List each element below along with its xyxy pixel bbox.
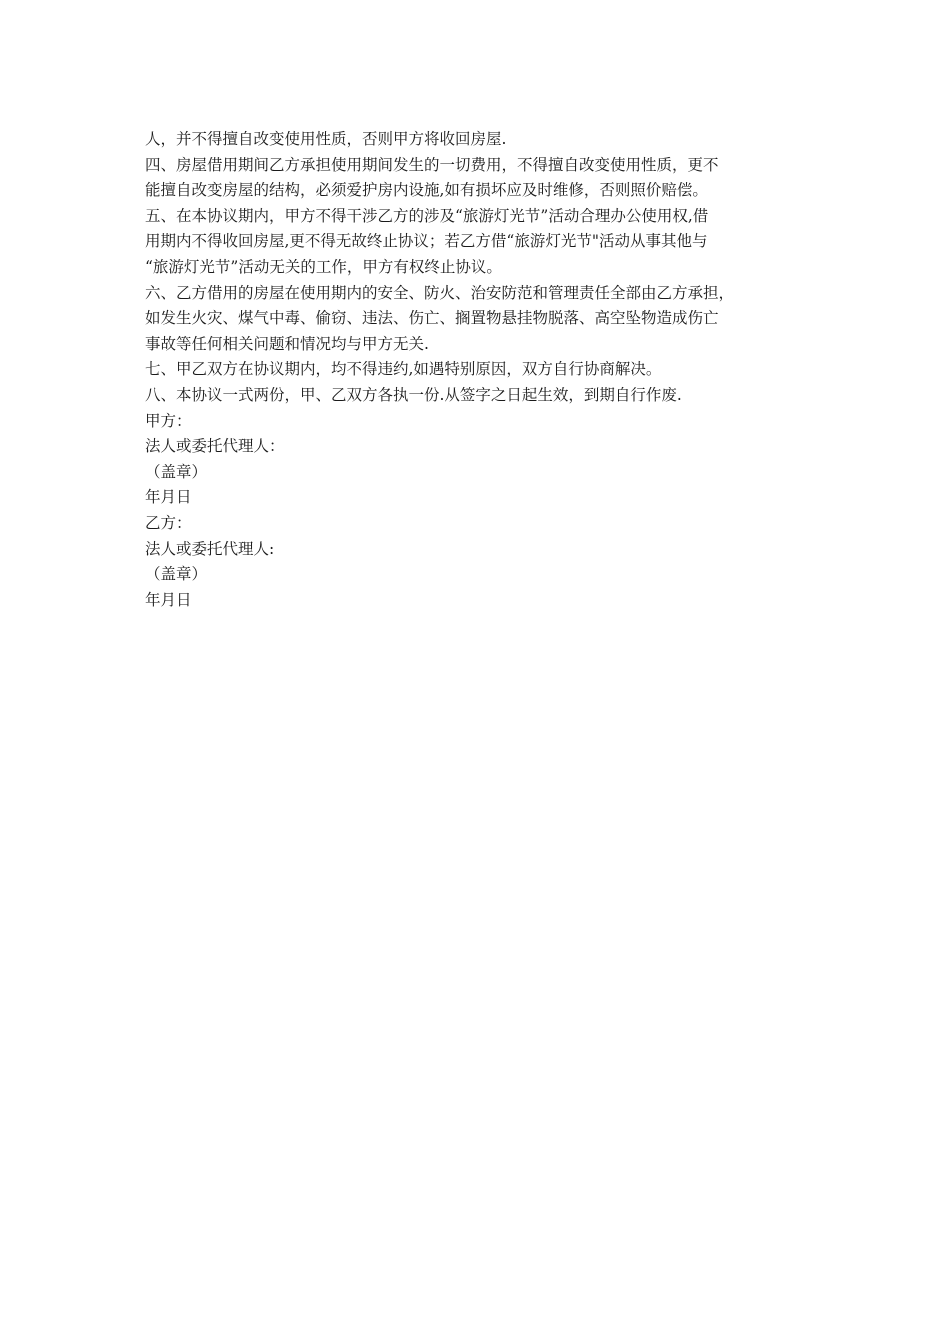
party-a-representative-label: 法人或委托代理人：: [145, 437, 285, 456]
text-line: 四、房屋借用期间乙方承担使用期间发生的一切费用，不得擅自改变使用性质，更不: [145, 155, 719, 174]
text-line: 七、甲乙双方在协议期内，均不得违约,如遇特别原因，双方自行协商解决。: [145, 360, 662, 379]
text-line: 五、在本协议期内，甲方不得干涉乙方的涉及“旅游灯光节”活动合理办公使用权,借: [145, 206, 709, 225]
party-a-date-label: 年月日: [145, 488, 192, 507]
text-line: 能擅自改变房屋的结构，必须爱护房内设施,如有损坏应及时维修，否则照价赔偿。: [145, 181, 708, 200]
text-line: 人，并不得擅自改变使用性质，否则甲方将收回房屋.: [145, 130, 507, 148]
party-b-date-label: 年月日: [145, 590, 192, 609]
party-a-label: 甲方：: [145, 411, 192, 430]
text-line: 如发生火灾、煤气中毒、偷窃、违法、伤亡、搁置物悬挂物脱落、高空坠物造成伤亡: [145, 309, 719, 328]
text-line: “旅游灯光节”活动无关的工作，甲方有权终止协议。: [145, 257, 502, 276]
text-line: 六、乙方借用的房屋在使用期内的安全、防火、治安防范和管理责任全部由乙方承担，: [145, 283, 735, 302]
document-body: [145, 127, 810, 613]
party-b-label: 乙方：: [145, 513, 192, 532]
party-a-seal-label: （盖章）: [145, 462, 208, 481]
text-line: 八、本协议一式两份，甲、乙双方各执一份.从签字之日起生效，到期自行作废.: [145, 385, 682, 404]
party-b-representative-label: 法人或委托代理人:: [145, 539, 275, 558]
text-line: 用期内不得收回房屋,更不得无故终止协议；若乙方借“旅游灯光节"活动从事其他与: [145, 232, 708, 251]
party-b-seal-label: （盖章）: [145, 565, 208, 584]
text-line: 事故等任何相关问题和情况均与甲方无关.: [145, 334, 429, 353]
